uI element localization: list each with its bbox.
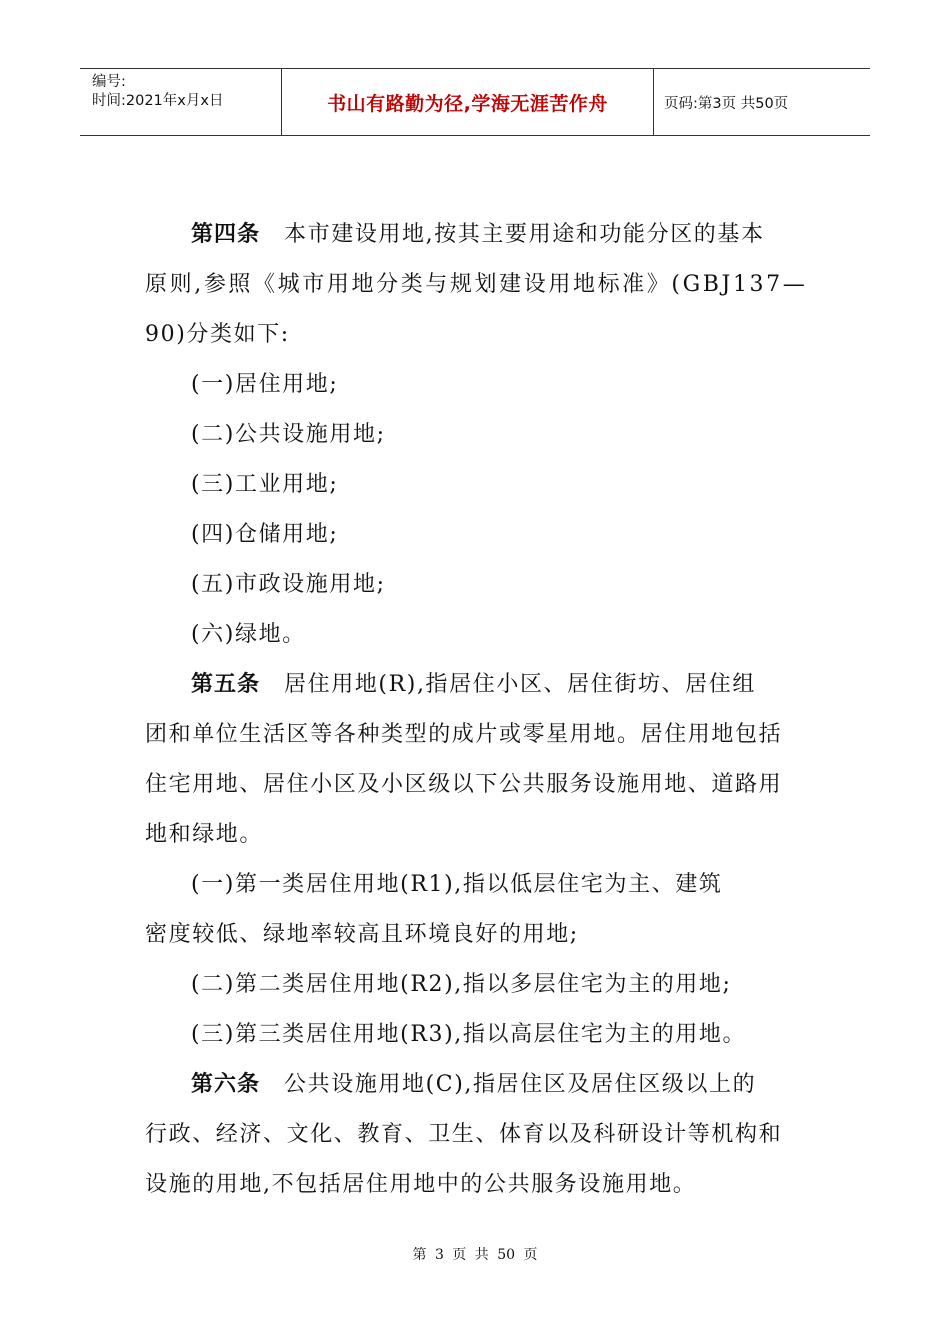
page-footer: 第 3 页 共 50 页 [412, 1247, 538, 1263]
article-4-item-3: (三)工业用地; [191, 472, 339, 497]
article-5-item-1-line-2: 密度较低、绿地率较高且环境良好的用地; [145, 922, 579, 947]
article-6-line-3: 设施的用地,不包括居住用地中的公共服务设施用地。 [145, 1172, 697, 1197]
document-body [145, 210, 805, 1210]
article-4-line-1: 第四条 本市建设用地,按其主要用途和功能分区的基本 [191, 222, 765, 247]
article-4-item-2: (二)公共设施用地; [191, 422, 386, 447]
article-5-line-1: 第五条 居住用地(R),指居住小区、居住街坊、居住组 [191, 672, 756, 697]
article-5-item-3: (三)第三类居住用地(R3),指以高层住宅为主的用地。 [191, 1022, 747, 1047]
article-4-item-1: (一)居住用地; [191, 372, 339, 397]
article-6-line-2: 行政、经济、文化、教育、卫生、体育以及科研设计等机构和 [145, 1122, 783, 1147]
article-4-line-3: 90)分类如下: [145, 322, 290, 347]
number-label: 编号: [92, 74, 126, 90]
header-motto: 书山有路勤为径,学海无涯苦作舟 [282, 69, 654, 135]
article-4-title: 第四条 [191, 222, 261, 247]
header-page-info: 页码:第3页 共50页 [664, 95, 789, 112]
article-5-line-4: 地和绿地。 [145, 822, 264, 847]
article-4-item-4: (四)仓储用地; [191, 522, 339, 547]
header-meta [80, 69, 282, 135]
page-header [80, 68, 870, 136]
article-4-line-2: 原 则 , 参 照 《 城 市 用 地 分 类 与 规 划 建 设 用 地 标 准 》 ( G B J 1 3 7 — [145, 272, 805, 297]
article-5-line-2: 团和单位生活区等各种类型的成片或零星用地。居住用地包括 [145, 722, 783, 747]
article-5-title: 第五条 [191, 672, 261, 697]
time-label: 时间:2021年x月x日 [92, 93, 224, 109]
article-5-item-1-line-1: (一)第一类居住用地(R1),指以低层住宅为主、建筑 [191, 872, 723, 897]
article-4-item-6: (六)绿地。 [191, 622, 306, 647]
article-6-line-1: 第六条 公共设施用地(C),指居住区及居住区级以上的 [191, 1072, 757, 1097]
article-4-item-5: (五)市政设施用地; [191, 572, 386, 597]
article-6-title: 第六条 [191, 1072, 261, 1097]
article-5-line-3: 住宅用地、居住小区及小区级以下公共服务设施用地、道路用 [145, 772, 783, 797]
article-5-item-2: (二)第二类居住用地(R2),指以多层住宅为主的用地; [191, 972, 732, 997]
